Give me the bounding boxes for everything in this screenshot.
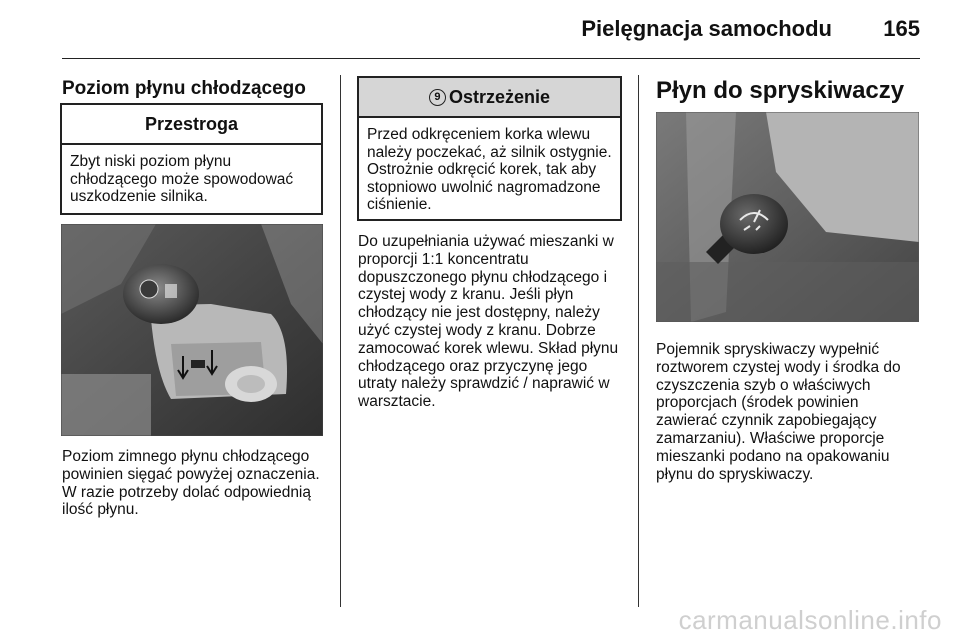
warning-box bbox=[357, 76, 622, 221]
washer-reservoir-photo bbox=[656, 112, 919, 322]
caution-title: Przestroga bbox=[62, 105, 321, 145]
coolant-mix-paragraph: Do uzupełniania używać mieszanki w proporcji 1:1 koncentratu dopuszczonego płynu chłodzącego i czystej wody z kranu. Jeśli płyn chłodzący nie jest dostępny, należy użyć czystej wody z kranu. Dobrze zamocować korek wlewu. Skład płynu chłodzącego oraz przyczynę jego utraty należy sprawdzić / naprawić w warsztacie. bbox=[358, 233, 619, 411]
washer-paragraph: Pojemnik spryskiwaczy wypełnić roztworem czystej wody i środka do czyszczenia szyb o właściwych proporcjach (środek powinien zawierać czynnik zapobiegający zamarzaniu). Właściwe proporcje mieszanki podano na opakowaniu płynu do spryskiwaczy. bbox=[656, 341, 901, 483]
warning-title: Ostrzeżenie bbox=[448, 86, 551, 107]
coolant-level-heading: Poziom płynu chłodzącego bbox=[62, 78, 306, 99]
washer-fluid-heading: Płyn do spryskiwaczy bbox=[656, 77, 905, 104]
page-number: 165 bbox=[883, 16, 920, 41]
warning-icon: 9 bbox=[429, 89, 446, 106]
caution-text: Zbyt niski poziom płynu chłodzącego może spowodować uszkodzenie silnika. bbox=[70, 153, 294, 206]
coolant-reservoir-photo bbox=[61, 224, 323, 436]
column-divider-1 bbox=[340, 75, 341, 607]
warning-header bbox=[359, 78, 620, 118]
caution-box bbox=[60, 103, 323, 215]
page-header-title: Pielęgnacja samochodu bbox=[581, 16, 832, 41]
warning-text: Przed odkręceniem korka wlewu należy poczekać, aż silnik ostygnie. Ostrożnie odkręcić korek, tak aby stopniowo uwolnić nagromadzone ciśnienie. bbox=[367, 126, 612, 214]
column-divider-2 bbox=[638, 75, 639, 607]
coolant-paragraph: Poziom zimnego płynu chłodzącego powinien sięgać powyżej oznaczenia. W razie potrzeby dolać odpowiednią ilość płynu. bbox=[62, 448, 320, 519]
watermark: carmanualsonline.info bbox=[678, 605, 942, 635]
header-rule bbox=[62, 58, 920, 59]
